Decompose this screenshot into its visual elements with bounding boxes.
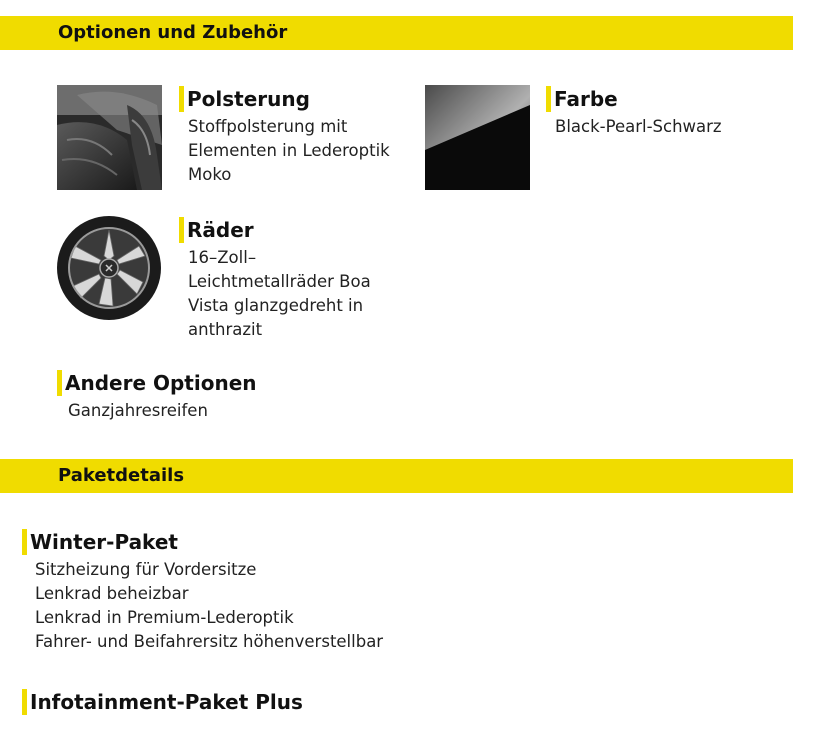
section-title: Optionen und Zubehör: [58, 22, 288, 43]
wheels-line: Vista glanzgedreht in: [188, 296, 364, 315]
winter-package-line: Fahrer- und Beifahrersitz höhenverstellbar: [35, 632, 384, 651]
winter-package-line: Lenkrad beheizbar: [35, 584, 189, 603]
section-band-options: [0, 16, 793, 50]
other-options-heading: Andere Optionen: [57, 370, 257, 396]
winter-package-description: [35, 558, 383, 654]
upholstery-heading: Polsterung: [179, 86, 310, 112]
alloy-wheel-image: [57, 216, 162, 321]
section-title: Paketdetails: [58, 465, 185, 486]
wheels-heading: Räder: [179, 217, 254, 243]
upholstery-line: Moko: [188, 165, 232, 184]
paint-swatch-image: [425, 85, 530, 190]
wheels-description: [188, 246, 371, 342]
wheels-line: 16–Zoll–: [188, 248, 257, 267]
other-options-line: Ganzjahresreifen: [68, 401, 208, 420]
wheels-line: Leichtmetallräder Boa: [188, 272, 371, 291]
color-heading: Farbe: [546, 86, 618, 112]
infotainment-package-heading: Infotainment-Paket Plus: [22, 689, 303, 715]
winter-package-heading: Winter-Paket: [22, 529, 178, 555]
seat-upholstery-image: [57, 85, 162, 190]
wheels-line: anthrazit: [188, 320, 263, 339]
upholstery-line: Elementen in Lederoptik: [188, 141, 390, 160]
other-options-description: [68, 399, 208, 423]
winter-package-line: Sitzheizung für Vordersitze: [35, 560, 257, 579]
color-description: [555, 115, 722, 139]
upholstery-description: [188, 115, 390, 187]
section-band-packages: [0, 459, 793, 493]
upholstery-line: Stoffpolsterung mit: [188, 117, 348, 136]
color-line: Black-Pearl-Schwarz: [555, 117, 722, 136]
winter-package-line: Lenkrad in Premium-Lederoptik: [35, 608, 294, 627]
